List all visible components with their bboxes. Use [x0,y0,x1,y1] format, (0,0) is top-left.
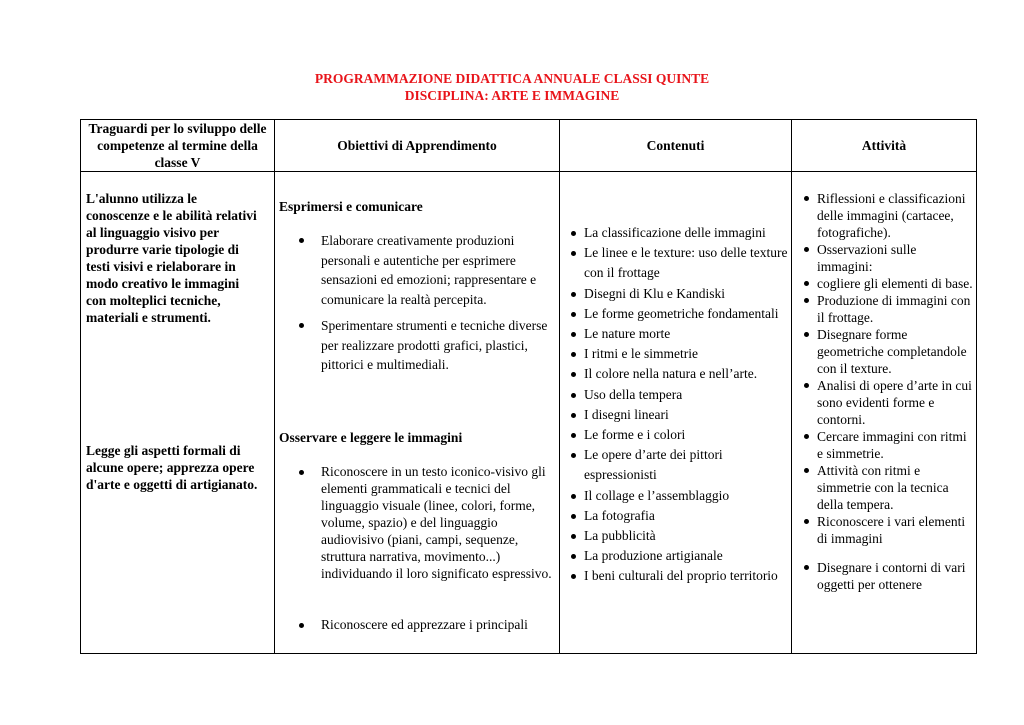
list-item: Il collage e l’assemblaggio [560,486,790,506]
list-item: Le forme geometriche fondamentali [560,304,790,324]
section-esprimersi-list [275,231,555,375]
list-item: Riconoscere i vari elementi di immagini [792,513,975,547]
list-item: La produzione artigianale [560,546,790,566]
list-item: Cercare immagini con ritmi e simmetrie. [792,428,975,462]
list-item: Riconoscere in un testo iconico-visivo gli elementi grammaticali e tecnici del linguaggio visuale (linee, colori, forme, volume, spazio) e del linguaggio audiovisivo (piani, campi, sequenze, struttura narrativa, movimento...) individuando il loro significato espressivo. [275,463,555,582]
section-esprimersi-title: Esprimersi e comunicare [279,199,423,214]
list-item: Le opere d’arte dei pittori espressionisti [560,445,790,485]
list-item: Le nature morte [560,324,790,344]
table-header-row [81,120,977,172]
list-item: Disegnare i contorni di vari oggetti per ottenere [792,559,975,593]
header-traguardi: Traguardi per lo sviluppo delle competenze al termine della classe V [81,120,275,172]
header-attivita: Attività [792,120,977,172]
traguardi-cell [81,172,275,654]
contenuti-list [560,223,790,587]
list-item: I disegni lineari [560,405,790,425]
list-item: Produzione di immagini con il frottage. [792,292,975,326]
section-osservare-list [275,463,555,633]
list-item: I ritmi e le simmetrie [560,344,790,364]
list-item: Le forme e i colori [560,425,790,445]
table-body-row [81,172,977,654]
list-item: Riconoscere ed apprezzare i principali [275,616,555,633]
traguardo-1: L'alunno utilizza le conoscenze e le abilità relativi al linguaggio visivo per produrre varie tipologie di testi visivi e rielaborare in modo creativo le immagini con molteplici tecniche, materiali e strumenti. [86,191,257,325]
list-item: Analisi di opere d’arte in cui sono evidenti forme e contorni. [792,377,975,428]
traguardo-2: Legge gli aspetti formali di alcune opere; apprezza opere d'arte e oggetti di artigianato. [86,443,258,492]
obiettivi-cell [275,172,560,654]
list-item: Attività con ritmi e simmetrie con la tecnica della tempera. [792,462,975,513]
contenuti-cell [560,172,792,654]
list-item: I beni culturali del proprio territorio [560,566,790,586]
list-item: Il colore nella natura e nell’arte. [560,364,790,384]
list-item: La fotografia [560,506,790,526]
header-obiettivi: Obiettivi di Apprendimento [275,120,560,172]
list-item: Disegnare forme geometriche completandole con il texture. [792,326,975,377]
header-contenuti: Contenuti [560,120,792,172]
list-item: Riflessioni e classificazioni delle immagini (cartacee, fotografiche). [792,190,975,241]
list-item: Elaborare creativamente produzioni personali e autentiche per esprimere sensazioni ed emozioni; rappresentare e comunicare la realtà percepita. [275,231,555,309]
section-osservare-title: Osservare e leggere le immagini [279,430,463,445]
attivita-cell [792,172,977,654]
list-item: cogliere gli elementi di base. [792,275,975,292]
list-item: Osservazioni sulle immagini: [792,241,975,275]
list-item: Le linee e le texture: uso delle texture con il frottage [560,243,790,283]
list-item: La pubblicità [560,526,790,546]
document-title: PROGRAMMAZIONE DIDATTICA ANNUALE CLASSI QUINTE [314,71,710,86]
list-item: Uso della tempera [560,385,790,405]
attivita-list [792,190,975,593]
programming-table [80,119,977,654]
list-item: La classificazione delle immagini [560,223,790,243]
document-subtitle: DISCIPLINA: ARTE E IMMAGINE [404,88,620,103]
list-item: Sperimentare strumenti e tecniche diverse per realizzare prodotti grafici, plastici, pittorici e multimediali. [275,316,555,375]
list-item: Disegni di Klu e Kandiski [560,284,790,304]
